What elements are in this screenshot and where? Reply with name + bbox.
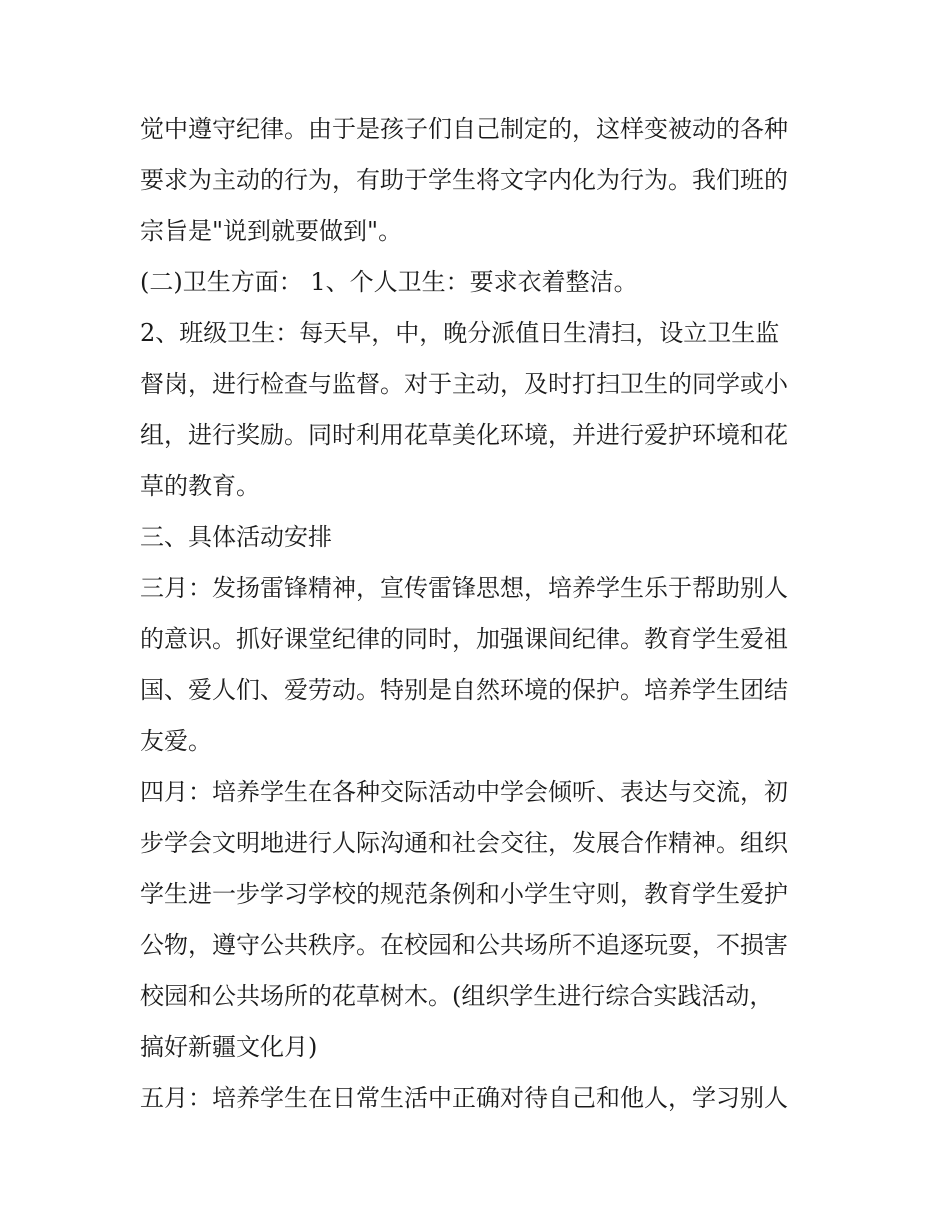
text-line: 步学会文明地进行人际沟通和社会交往，发展合作精神。组织 <box>140 829 788 857</box>
text-line: 组，进行奖励。同时利用花草美化环境，并进行爱护环境和花 <box>140 421 788 449</box>
text-line: 草的教育。 <box>140 472 260 500</box>
section-heading-hygiene: (二)卫生方面： 1、个人卫生：要求衣着整洁。 <box>140 268 638 296</box>
text-line: 四月：培养学生在各种交际活动中学会倾听、表达与交流，初 <box>140 778 788 806</box>
section-heading-activities: 三、具体活动安排 <box>140 523 332 551</box>
text-line: 督岗，进行检查与监督。对于主动，及时打扫卫生的同学或小 <box>140 370 788 398</box>
text-line: 公物，遵守公共秩序。在校园和公共场所不追逐玩耍，不损害 <box>140 931 788 959</box>
text-line: 国、爱人们、爱劳动。特别是自然环境的保护。培养学生团结 <box>140 676 788 704</box>
text-line: 要求为主动的行为，有助于学生将文字内化为行为。我们班的 <box>140 166 788 194</box>
text-line: 2、班级卫生：每天早，中，晚分派值日生清扫，设立卫生监 <box>140 319 780 347</box>
text-line: 觉中遵守纪律。由于是孩子们自己制定的，这样变被动的各种 <box>140 115 788 143</box>
text-line: 的意识。抓好课堂纪律的同时，加强课间纪律。教育学生爱祖 <box>140 625 788 653</box>
text-line: 友爱。 <box>140 727 212 755</box>
text-line: 搞好新疆文化月) <box>140 1033 318 1061</box>
document-body <box>140 104 820 1124</box>
text-line: 三月：发扬雷锋精神，宣传雷锋思想，培养学生乐于帮助别人 <box>140 574 788 602</box>
text-line: 五月：培养学生在日常生活中正确对待自己和他人，学习别人 <box>140 1084 788 1112</box>
text-line: 学生进一步学习学校的规范条例和小学生守则，教育学生爱护 <box>140 880 788 908</box>
text-line: 宗旨是"说到就要做到"。 <box>140 217 403 245</box>
text-line: 校园和公共场所的花草树木。(组织学生进行综合实践活动， <box>140 982 774 1010</box>
